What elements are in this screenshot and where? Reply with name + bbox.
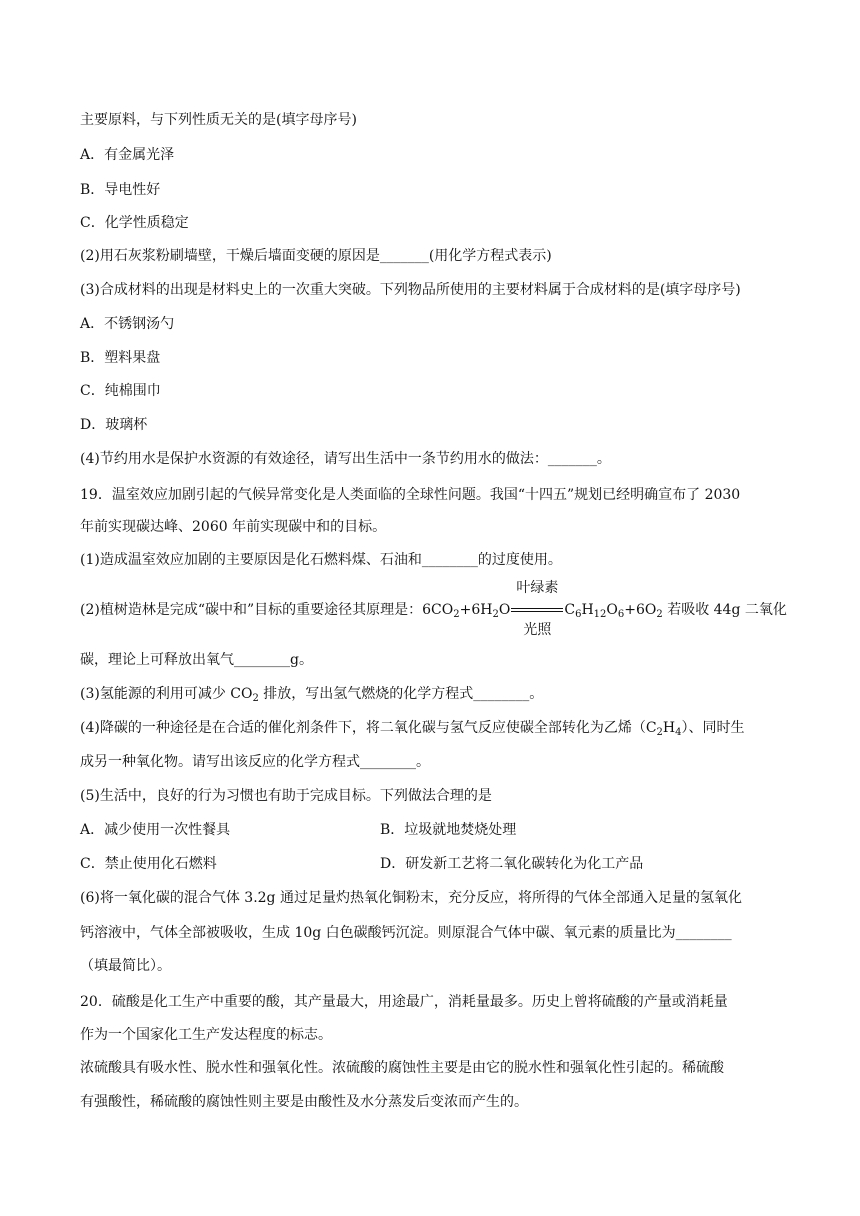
- text-line: 主要原料，与下列性质无关的是(填字母序号): [80, 112, 357, 128]
- option-b: B．塑料果盘: [80, 350, 161, 366]
- question-19-intro: 19．温室效应加剧引起的气候异常变化是人类面临的全球性问题。我国“十四五”规划已经明确宣布了 2030: [80, 487, 741, 503]
- option-b: B．垃圾就地焚烧处理: [380, 822, 517, 838]
- question-19-intro-cont: 年前实现碳达峰、2060 年前实现碳中和的目标。: [80, 519, 387, 535]
- option-a: A．不锈钢汤勺: [80, 316, 175, 332]
- question-19-4-cont: 成另一种氧化物。请写出该反应的化学方程式________。: [80, 754, 430, 770]
- reaction-condition: [511, 580, 563, 638]
- question-19-1: (1)造成温室效应加剧的主要原因是化石燃料煤、石油和________的过度使用。: [80, 552, 562, 568]
- option-c: C．化学性质稳定: [80, 215, 189, 231]
- option-d: D．研发新工艺将二氧化碳转化为化工产品: [380, 856, 644, 872]
- catalyst-label: 叶绿素: [516, 580, 559, 596]
- option-c: C．禁止使用化石燃料: [80, 856, 217, 872]
- option-d: D．玻璃杯: [80, 417, 148, 433]
- question-4: (4)节约用水是保护水资源的有效途径，请写出生活中一条节约用水的做法：_______。: [80, 451, 611, 467]
- question-3: (3)合成材料的出现是材料史上的一次重大突破。下列物品所使用的主要材料属于合成材料的是(填字母序号): [80, 282, 741, 298]
- question-19-2-cont: 碳，理论上可释放出氧气________g。: [80, 652, 313, 668]
- option-c: C．纯棉围巾: [80, 383, 161, 399]
- question-19-4: (4)降碳的一种途径是在合适的催化剂条件下，将二氧化碳与氢气反应使碳全部转化为乙烯$(C_2H_4)$、同时生: [80, 720, 745, 738]
- question-19-6-end: （填最简比）。: [80, 958, 171, 974]
- question-2: (2)用石灰浆粉刷墙壁，干燥后墙面变硬的原因是_______(用化学方程式表示): [80, 248, 552, 264]
- question-19-6: (6)将一氧化碳的混合气体 3.2g 通过足量灼热氧化铜粉末，充分反应，将所得的气体全部通入足量的氢氧化: [80, 890, 742, 906]
- option-a: A．减少使用一次性餐具: [80, 822, 231, 838]
- option-a: A．有金属光泽: [80, 147, 175, 163]
- question-20-intro-cont: 作为一个国家化工生产发达程度的标志。: [80, 1027, 332, 1043]
- question-19-3: (3)氢能源的利用可减少 $CO_2$ 排放，写出氢气燃烧的化学方程式________。: [80, 686, 544, 704]
- question-19-2: (2)植树造林是完成“碳中和”目标的重要途径其原理是：$6CO_2+6H_2O$ 叶绿素 光照 $C_6H_{12}O_6+6O_2$ 若吸收 44g 二氧化: [80, 580, 787, 638]
- question-20-intro: 20．硫酸是化工生产中重要的酸，其产量最大，用途最广，消耗量最多。历史上曾将硫酸的产量或消耗量: [80, 994, 728, 1010]
- paragraph-line: 有强酸性，稀硫酸的腐蚀性则主要是由酸性及水分蒸发后变浓而产生的。: [80, 1094, 528, 1110]
- question-19-5: (5)生活中，良好的行为习惯也有助于完成目标。下列做法合理的是: [80, 788, 492, 804]
- question-19-6-cont: 钙溶液中，气体全部被吸收，生成 10g 白色碳酸钙沉淀。则原混合气体中碳、氧元素的质量比为________: [80, 925, 732, 941]
- option-b: B．导电性好: [80, 182, 161, 198]
- paragraph-line: 浓硫酸具有吸水性、脱水性和强氧化性。浓硫酸的腐蚀性主要是由它的脱水性和强氧化性引起的。稀硫酸: [80, 1060, 724, 1076]
- condition-label: 光照: [523, 622, 552, 638]
